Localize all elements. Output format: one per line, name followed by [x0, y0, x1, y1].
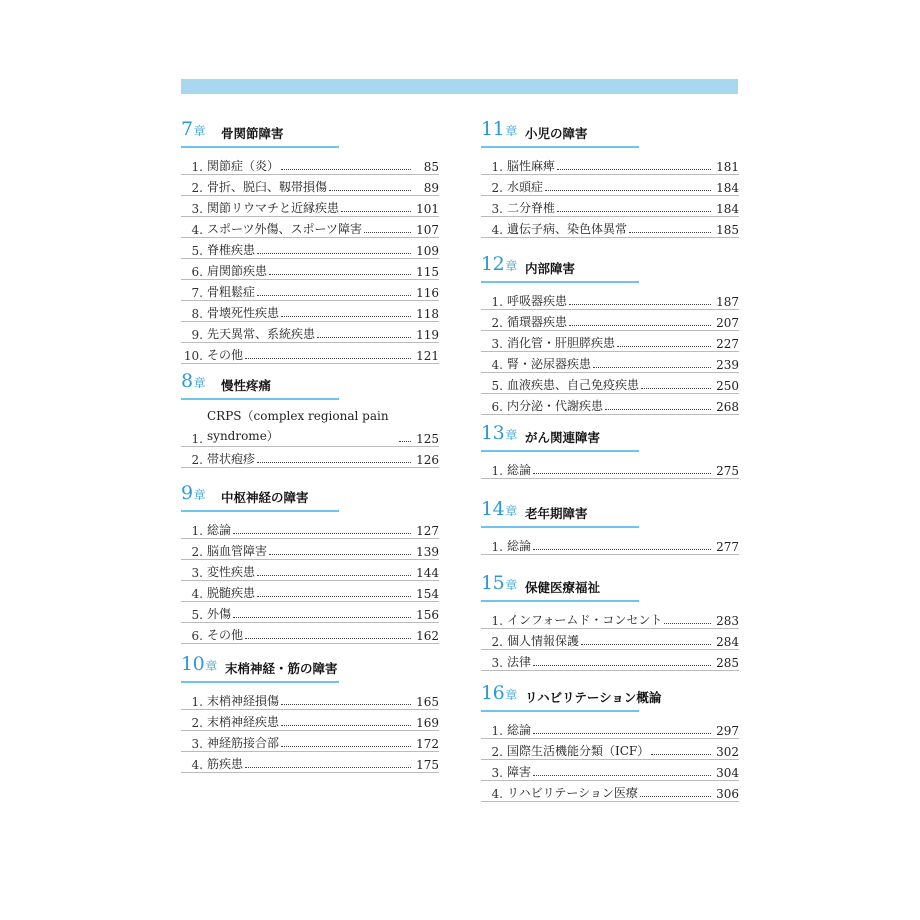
chapter-number-value: 10	[181, 653, 205, 675]
toc-entry[interactable]	[481, 154, 739, 175]
entry-page: 297	[716, 724, 739, 738]
toc-entry[interactable]	[181, 539, 439, 560]
dot-leader	[257, 596, 411, 597]
toc-entry[interactable]	[481, 373, 739, 394]
chapter-7	[181, 118, 439, 364]
dot-leader	[641, 388, 711, 389]
toc-entry[interactable]	[181, 447, 439, 468]
chapter-item-list	[181, 154, 439, 364]
dot-leader	[557, 211, 711, 212]
toc-entry[interactable]	[481, 310, 739, 331]
entry-page: 118	[416, 307, 439, 321]
chapter-label: 章	[193, 124, 206, 138]
entry-title: 障害	[507, 765, 532, 779]
toc-entry[interactable]	[481, 760, 739, 781]
entry-number: 3.	[491, 766, 503, 780]
entry-title: 先天異常、系統疾患	[207, 327, 316, 341]
entry-title: 総論	[507, 723, 532, 737]
chapter-label: 章	[505, 578, 517, 592]
chapter-number	[481, 682, 517, 704]
chapter-15	[481, 572, 739, 671]
header-band	[181, 79, 738, 94]
toc-entry[interactable]	[181, 710, 439, 731]
chapter-title: 中枢神経の障害	[221, 490, 309, 505]
dot-leader	[533, 549, 711, 550]
chapter-heading	[481, 422, 639, 452]
toc-entry[interactable]	[181, 238, 439, 259]
entry-number: 3.	[491, 656, 503, 670]
toc-entry[interactable]	[181, 752, 439, 773]
chapter-10	[181, 653, 439, 773]
entry-title: 筋疾患	[207, 757, 244, 771]
chapter-number-value: 14	[481, 498, 505, 520]
entry-number: 1.	[491, 540, 503, 554]
entry-title: 関節症（炎）	[207, 159, 280, 173]
chapter-item-list	[481, 718, 739, 802]
entry-title: 個人情報保護	[507, 634, 580, 648]
entry-title: 帯状疱疹	[207, 452, 256, 466]
chapter-number-value: 9	[181, 482, 193, 504]
chapter-number-value: 16	[481, 682, 505, 704]
entry-number: 7.	[191, 286, 203, 300]
toc-entry[interactable]	[481, 608, 739, 629]
toc-entry[interactable]	[181, 175, 439, 196]
entry-number: 5.	[491, 379, 503, 393]
entry-page: 115	[416, 265, 439, 279]
entry-title: 内分泌・代謝疾患	[507, 399, 604, 413]
entry-page: 277	[716, 540, 739, 554]
toc-entry[interactable]	[481, 217, 739, 238]
chapter-14	[481, 498, 739, 555]
chapter-title: 末梢神経・筋の障害	[225, 661, 338, 676]
dot-leader	[245, 638, 411, 639]
chapter-number	[181, 653, 217, 675]
dot-leader	[233, 533, 411, 534]
entry-number: 9.	[191, 328, 203, 342]
entry-title: 水頭症	[507, 180, 544, 194]
entry-number: 4.	[491, 223, 503, 237]
dot-leader	[281, 746, 411, 747]
toc-entry[interactable]	[481, 781, 739, 802]
chapter-label: 章	[193, 488, 206, 502]
toc-entry[interactable]	[181, 731, 439, 752]
dot-leader	[640, 796, 711, 797]
toc-entry[interactable]	[181, 154, 439, 175]
entry-title: 変性疾患	[207, 565, 256, 579]
toc-entry[interactable]	[481, 629, 739, 650]
entry-number: 2.	[191, 545, 203, 559]
dot-leader	[341, 211, 411, 212]
chapter-heading	[181, 118, 339, 148]
entry-page: 101	[416, 202, 439, 216]
chapter-heading	[481, 498, 639, 528]
chapter-number-value: 13	[481, 422, 505, 444]
chapter-number	[181, 370, 205, 392]
entry-number: 4.	[191, 587, 203, 601]
toc-entry[interactable]	[181, 301, 439, 322]
dot-leader	[281, 169, 411, 170]
entry-page: 107	[416, 223, 439, 237]
entry-title: 総論	[207, 523, 232, 537]
entry-title: 総論	[507, 463, 532, 477]
entry-title: リハビリテーション医療	[507, 786, 638, 800]
entry-number: 1.	[191, 432, 203, 446]
entry-page: 116	[416, 286, 439, 300]
dot-leader	[533, 665, 711, 666]
chapter-number	[481, 118, 517, 140]
chapter-item-list	[481, 154, 739, 238]
dot-leader	[664, 623, 711, 624]
entry-number: 1.	[491, 614, 503, 628]
chapter-item-list	[481, 458, 739, 479]
dot-leader	[569, 325, 711, 326]
toc-entry[interactable]	[481, 175, 739, 196]
entry-title: 末梢神経損傷	[207, 694, 280, 708]
dot-leader	[257, 253, 411, 254]
entry-number: 1.	[491, 160, 503, 174]
chapter-item-list	[481, 534, 739, 555]
entry-title: インフォームド・コンセント	[507, 613, 663, 627]
chapter-label: 章	[505, 124, 517, 138]
toc-entry[interactable]	[181, 518, 439, 539]
entry-number: 3.	[491, 202, 503, 216]
entry-title: 総論	[507, 539, 532, 553]
entry-page: 154	[416, 587, 439, 601]
entry-number: 6.	[491, 400, 503, 414]
chapter-heading	[481, 572, 639, 602]
dot-leader	[545, 190, 711, 191]
entry-number: 4.	[491, 358, 503, 372]
entry-number: 1.	[491, 295, 503, 309]
entry-page: 284	[716, 635, 739, 649]
chapter-number	[481, 422, 517, 444]
toc-entry[interactable]	[481, 289, 739, 310]
entry-page: 285	[716, 656, 739, 670]
toc-entry[interactable]	[481, 718, 739, 739]
toc-entry[interactable]	[181, 406, 439, 447]
entry-title: スポーツ外傷、スポーツ障害	[207, 222, 363, 236]
entry-number: 6.	[191, 629, 203, 643]
entry-page: 175	[416, 758, 439, 772]
entry-title: 脳血管障害	[207, 544, 268, 558]
toc-entry[interactable]	[181, 623, 439, 644]
entry-title: 脳性麻痺	[507, 159, 556, 173]
entry-number: 6.	[191, 265, 203, 279]
entry-title: 循環器疾患	[507, 315, 568, 329]
dot-leader	[281, 316, 411, 317]
chapter-16	[481, 682, 739, 802]
toc-entry[interactable]	[181, 217, 439, 238]
dot-leader	[245, 358, 411, 359]
dot-leader	[569, 304, 711, 305]
chapter-number-value: 15	[481, 572, 505, 594]
entry-title: 関節リウマチと近縁疾患	[207, 201, 340, 215]
entry-title: 脱髄疾患	[207, 586, 256, 600]
toc-entry[interactable]	[481, 650, 739, 671]
entry-page: 172	[416, 737, 439, 751]
dot-leader	[257, 295, 411, 296]
entry-page: 306	[716, 787, 739, 801]
entry-title: 末梢神経疾患	[207, 715, 280, 729]
entry-page: 85	[423, 160, 439, 174]
toc-entry[interactable]	[481, 352, 739, 373]
chapter-number-value: 8	[181, 370, 193, 392]
dot-leader	[533, 775, 711, 776]
entry-page: 169	[416, 716, 439, 730]
dot-leader	[557, 169, 711, 170]
toc-entry[interactable]	[181, 196, 439, 217]
entry-title: 二分脊椎	[507, 201, 556, 215]
chapter-number	[481, 253, 517, 275]
chapter-title: 保健医療福祉	[525, 580, 601, 595]
entry-page: 144	[416, 566, 439, 580]
dot-leader	[281, 725, 411, 726]
chapter-number-value: 11	[481, 118, 505, 140]
entry-page: 304	[716, 766, 739, 780]
chapter-label: 章	[505, 428, 517, 442]
chapter-label: 章	[505, 504, 517, 518]
toc-entry[interactable]	[181, 581, 439, 602]
entry-number: 2.	[491, 181, 503, 195]
entry-page: 184	[716, 181, 739, 195]
toc-entry[interactable]	[181, 689, 439, 710]
entry-number: 10.	[183, 349, 203, 363]
toc-entry[interactable]	[481, 458, 739, 479]
dot-leader	[533, 733, 711, 734]
entry-page: 126	[416, 453, 439, 467]
dot-leader	[317, 337, 411, 338]
chapter-12	[481, 253, 739, 415]
entry-number: 3.	[191, 737, 203, 751]
dot-leader	[651, 754, 711, 755]
chapter-heading	[481, 682, 662, 712]
chapter-item-list	[481, 608, 739, 671]
entry-title: 呼吸器疾患	[507, 294, 568, 308]
toc-entry[interactable]	[181, 602, 439, 623]
dot-leader	[257, 575, 411, 576]
toc-entry[interactable]	[181, 560, 439, 581]
chapter-heading	[481, 118, 639, 148]
dot-leader	[269, 554, 411, 555]
dot-leader	[399, 441, 411, 442]
entry-number: 1.	[191, 695, 203, 709]
chapter-label: 章	[193, 376, 206, 390]
dot-leader	[593, 367, 711, 368]
dot-leader	[257, 462, 411, 463]
chapter-item-list	[181, 406, 439, 468]
entry-title: 法律	[507, 655, 532, 669]
entry-page: 185	[716, 223, 739, 237]
entry-page: 275	[716, 464, 739, 478]
entry-title: 骨粗鬆症	[207, 285, 256, 299]
dot-leader	[533, 473, 711, 474]
entry-number: 2.	[191, 716, 203, 730]
chapter-title: 慢性疼痛	[221, 378, 272, 393]
entry-number: 8.	[191, 307, 203, 321]
entry-title: 遺伝子病、染色体異常	[507, 222, 628, 236]
entry-page: 119	[416, 328, 439, 342]
entry-page: 184	[716, 202, 739, 216]
entry-page: 121	[416, 349, 439, 363]
toc-entry[interactable]	[181, 280, 439, 301]
entry-number: 4.	[191, 223, 203, 237]
entry-title: 国際生活機能分類（ICF）	[507, 744, 650, 758]
entry-page: 139	[416, 545, 439, 559]
dot-leader	[233, 617, 411, 618]
chapter-heading	[181, 653, 339, 683]
entry-number: 2.	[491, 745, 503, 759]
chapter-title: 小児の障害	[525, 126, 588, 141]
dot-leader	[629, 232, 711, 233]
chapter-title: 骨関節障害	[221, 126, 284, 141]
chapter-label: 章	[205, 659, 217, 673]
entry-page: 227	[716, 337, 739, 351]
entry-number: 5.	[191, 608, 203, 622]
entry-title: その他	[207, 348, 244, 362]
entry-title: 脊椎疾患	[207, 243, 256, 257]
toc-entry[interactable]	[181, 322, 439, 343]
dot-leader	[269, 274, 411, 275]
dot-leader	[281, 704, 411, 705]
entry-number: 2.	[491, 316, 503, 330]
entry-page: 156	[416, 608, 439, 622]
chapter-item-list	[481, 289, 739, 415]
entry-title: 神経筋接合部	[207, 736, 280, 750]
chapter-number	[481, 572, 517, 594]
entry-number: 1.	[191, 524, 203, 538]
chapter-title: がん関連障害	[525, 430, 601, 445]
entry-page: 109	[416, 244, 439, 258]
chapter-item-list	[181, 518, 439, 644]
entry-page: 187	[716, 295, 739, 309]
chapter-number	[181, 482, 205, 504]
dot-leader	[581, 644, 711, 645]
entry-number: 2.	[491, 635, 503, 649]
chapter-number-value: 12	[481, 253, 505, 275]
entry-number: 4.	[491, 787, 503, 801]
chapter-11	[481, 118, 739, 238]
chapter-8	[181, 370, 439, 468]
entry-page: 283	[716, 614, 739, 628]
entry-page: 207	[716, 316, 739, 330]
entry-title: 骨折、脱臼、靱帯損傷	[207, 180, 328, 194]
chapter-9	[181, 482, 439, 644]
entry-page: 302	[716, 745, 739, 759]
chapter-title: 内部障害	[525, 261, 576, 276]
entry-number: 3.	[191, 202, 203, 216]
chapter-label: 章	[505, 259, 517, 273]
dot-leader	[329, 190, 411, 191]
toc-entry[interactable]	[481, 534, 739, 555]
dot-leader	[245, 767, 411, 768]
toc-entry[interactable]	[481, 196, 739, 217]
entry-title: CRPS（complex regional pain syndrome）	[207, 409, 389, 443]
entry-page: 268	[716, 400, 739, 414]
chapter-item-list	[181, 689, 439, 773]
chapter-number	[481, 498, 517, 520]
chapter-title: 老年期障害	[525, 506, 588, 521]
entry-title: 肩関節疾患	[207, 264, 268, 278]
chapter-heading	[181, 370, 339, 400]
entry-number: 2.	[191, 181, 203, 195]
entry-number: 1.	[491, 724, 503, 738]
entry-page: 127	[416, 524, 439, 538]
entry-page: 239	[716, 358, 739, 372]
entry-title: 消化管・肝胆膵疾患	[507, 336, 616, 350]
chapter-label: 章	[505, 688, 517, 702]
entry-number: 2.	[191, 453, 203, 467]
entry-number: 1.	[491, 464, 503, 478]
entry-page: 89	[423, 181, 439, 195]
entry-number: 3.	[491, 337, 503, 351]
entry-title: 血液疾患、自己免疫疾患	[507, 378, 640, 392]
dot-leader	[364, 232, 411, 233]
entry-number: 3.	[191, 566, 203, 580]
toc-entry[interactable]	[181, 343, 439, 364]
entry-title: 骨壊死性疾患	[207, 306, 280, 320]
toc-entry[interactable]	[481, 394, 739, 415]
chapter-heading	[481, 253, 639, 283]
chapter-title: リハビリテーション概論	[525, 690, 662, 705]
toc-entry[interactable]	[181, 259, 439, 280]
entry-title: その他	[207, 628, 244, 642]
chapter-13	[481, 422, 739, 479]
entry-page: 165	[416, 695, 439, 709]
entry-page: 162	[416, 629, 439, 643]
entry-number: 1.	[191, 160, 203, 174]
dot-leader	[605, 409, 711, 410]
toc-entry[interactable]	[481, 739, 739, 760]
entry-page: 125	[416, 432, 439, 446]
chapter-heading	[181, 482, 339, 512]
entry-title: 腎・泌尿器疾患	[507, 357, 592, 371]
chapter-number	[181, 118, 205, 140]
entry-page: 181	[716, 160, 739, 174]
toc-entry[interactable]	[481, 331, 739, 352]
dot-leader	[617, 346, 711, 347]
entry-number: 4.	[191, 758, 203, 772]
entry-number: 5.	[191, 244, 203, 258]
chapter-number-value: 7	[181, 118, 193, 140]
entry-title: 外傷	[207, 607, 232, 621]
entry-page: 250	[716, 379, 739, 393]
